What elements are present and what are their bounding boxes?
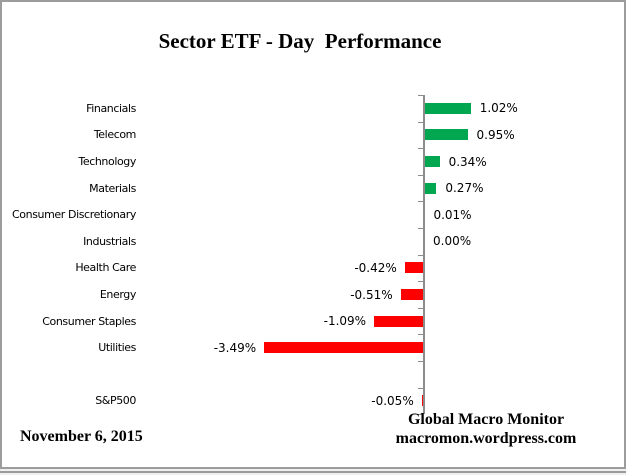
value-label: 0.34% xyxy=(448,154,487,169)
category-label: Consumer Discretionary xyxy=(12,208,136,222)
category-label: Telecom xyxy=(93,128,136,142)
category-label: Financials xyxy=(86,101,136,115)
date-label: November 6, 2015 xyxy=(20,428,143,445)
bar xyxy=(264,342,424,353)
y-axis-line xyxy=(423,95,425,414)
category-label: Industrials xyxy=(83,234,136,248)
bar xyxy=(424,129,468,140)
value-label: -0.42% xyxy=(354,260,397,275)
value-label: 0.27% xyxy=(445,181,484,196)
attribution-block xyxy=(369,410,603,448)
value-label: -0.05% xyxy=(371,393,414,408)
bar xyxy=(405,262,424,273)
value-label: 1.02% xyxy=(479,101,518,116)
axis-tick xyxy=(418,388,423,389)
bar xyxy=(424,103,471,114)
axis-tick xyxy=(418,334,423,335)
value-label: 0.00% xyxy=(433,234,472,249)
axis-tick xyxy=(418,122,423,123)
bar xyxy=(424,156,440,167)
bar xyxy=(401,289,424,300)
axis-tick xyxy=(418,201,423,202)
category-label: Health Care xyxy=(75,261,136,275)
category-label: S&P500 xyxy=(95,394,136,408)
value-label: -3.49% xyxy=(213,340,257,355)
axis-tick xyxy=(418,308,423,309)
chart-title: Sector ETF - Day Performance xyxy=(158,29,442,53)
category-label: Technology xyxy=(78,155,136,168)
bar xyxy=(374,316,424,327)
axis-tick xyxy=(418,175,423,176)
value-label: 0.95% xyxy=(476,127,515,142)
axis-tick xyxy=(418,281,423,282)
value-label: -1.09% xyxy=(323,314,367,329)
value-label: -0.51% xyxy=(350,287,393,302)
axis-tick xyxy=(418,228,423,229)
category-label: Utilities xyxy=(98,341,136,355)
category-label: Materials xyxy=(89,181,136,195)
category-label: Consumer Staples xyxy=(42,314,136,328)
axis-tick xyxy=(418,95,423,96)
attribution-title: Global Macro Monitor xyxy=(407,411,565,428)
bar xyxy=(424,183,436,194)
axis-tick xyxy=(418,148,423,149)
value-label: 0.01% xyxy=(433,207,472,222)
attribution-url: macromon.wordpress.com xyxy=(395,430,577,447)
category-label: Energy xyxy=(99,288,136,301)
axis-tick xyxy=(418,255,423,256)
axis-tick xyxy=(418,361,423,362)
